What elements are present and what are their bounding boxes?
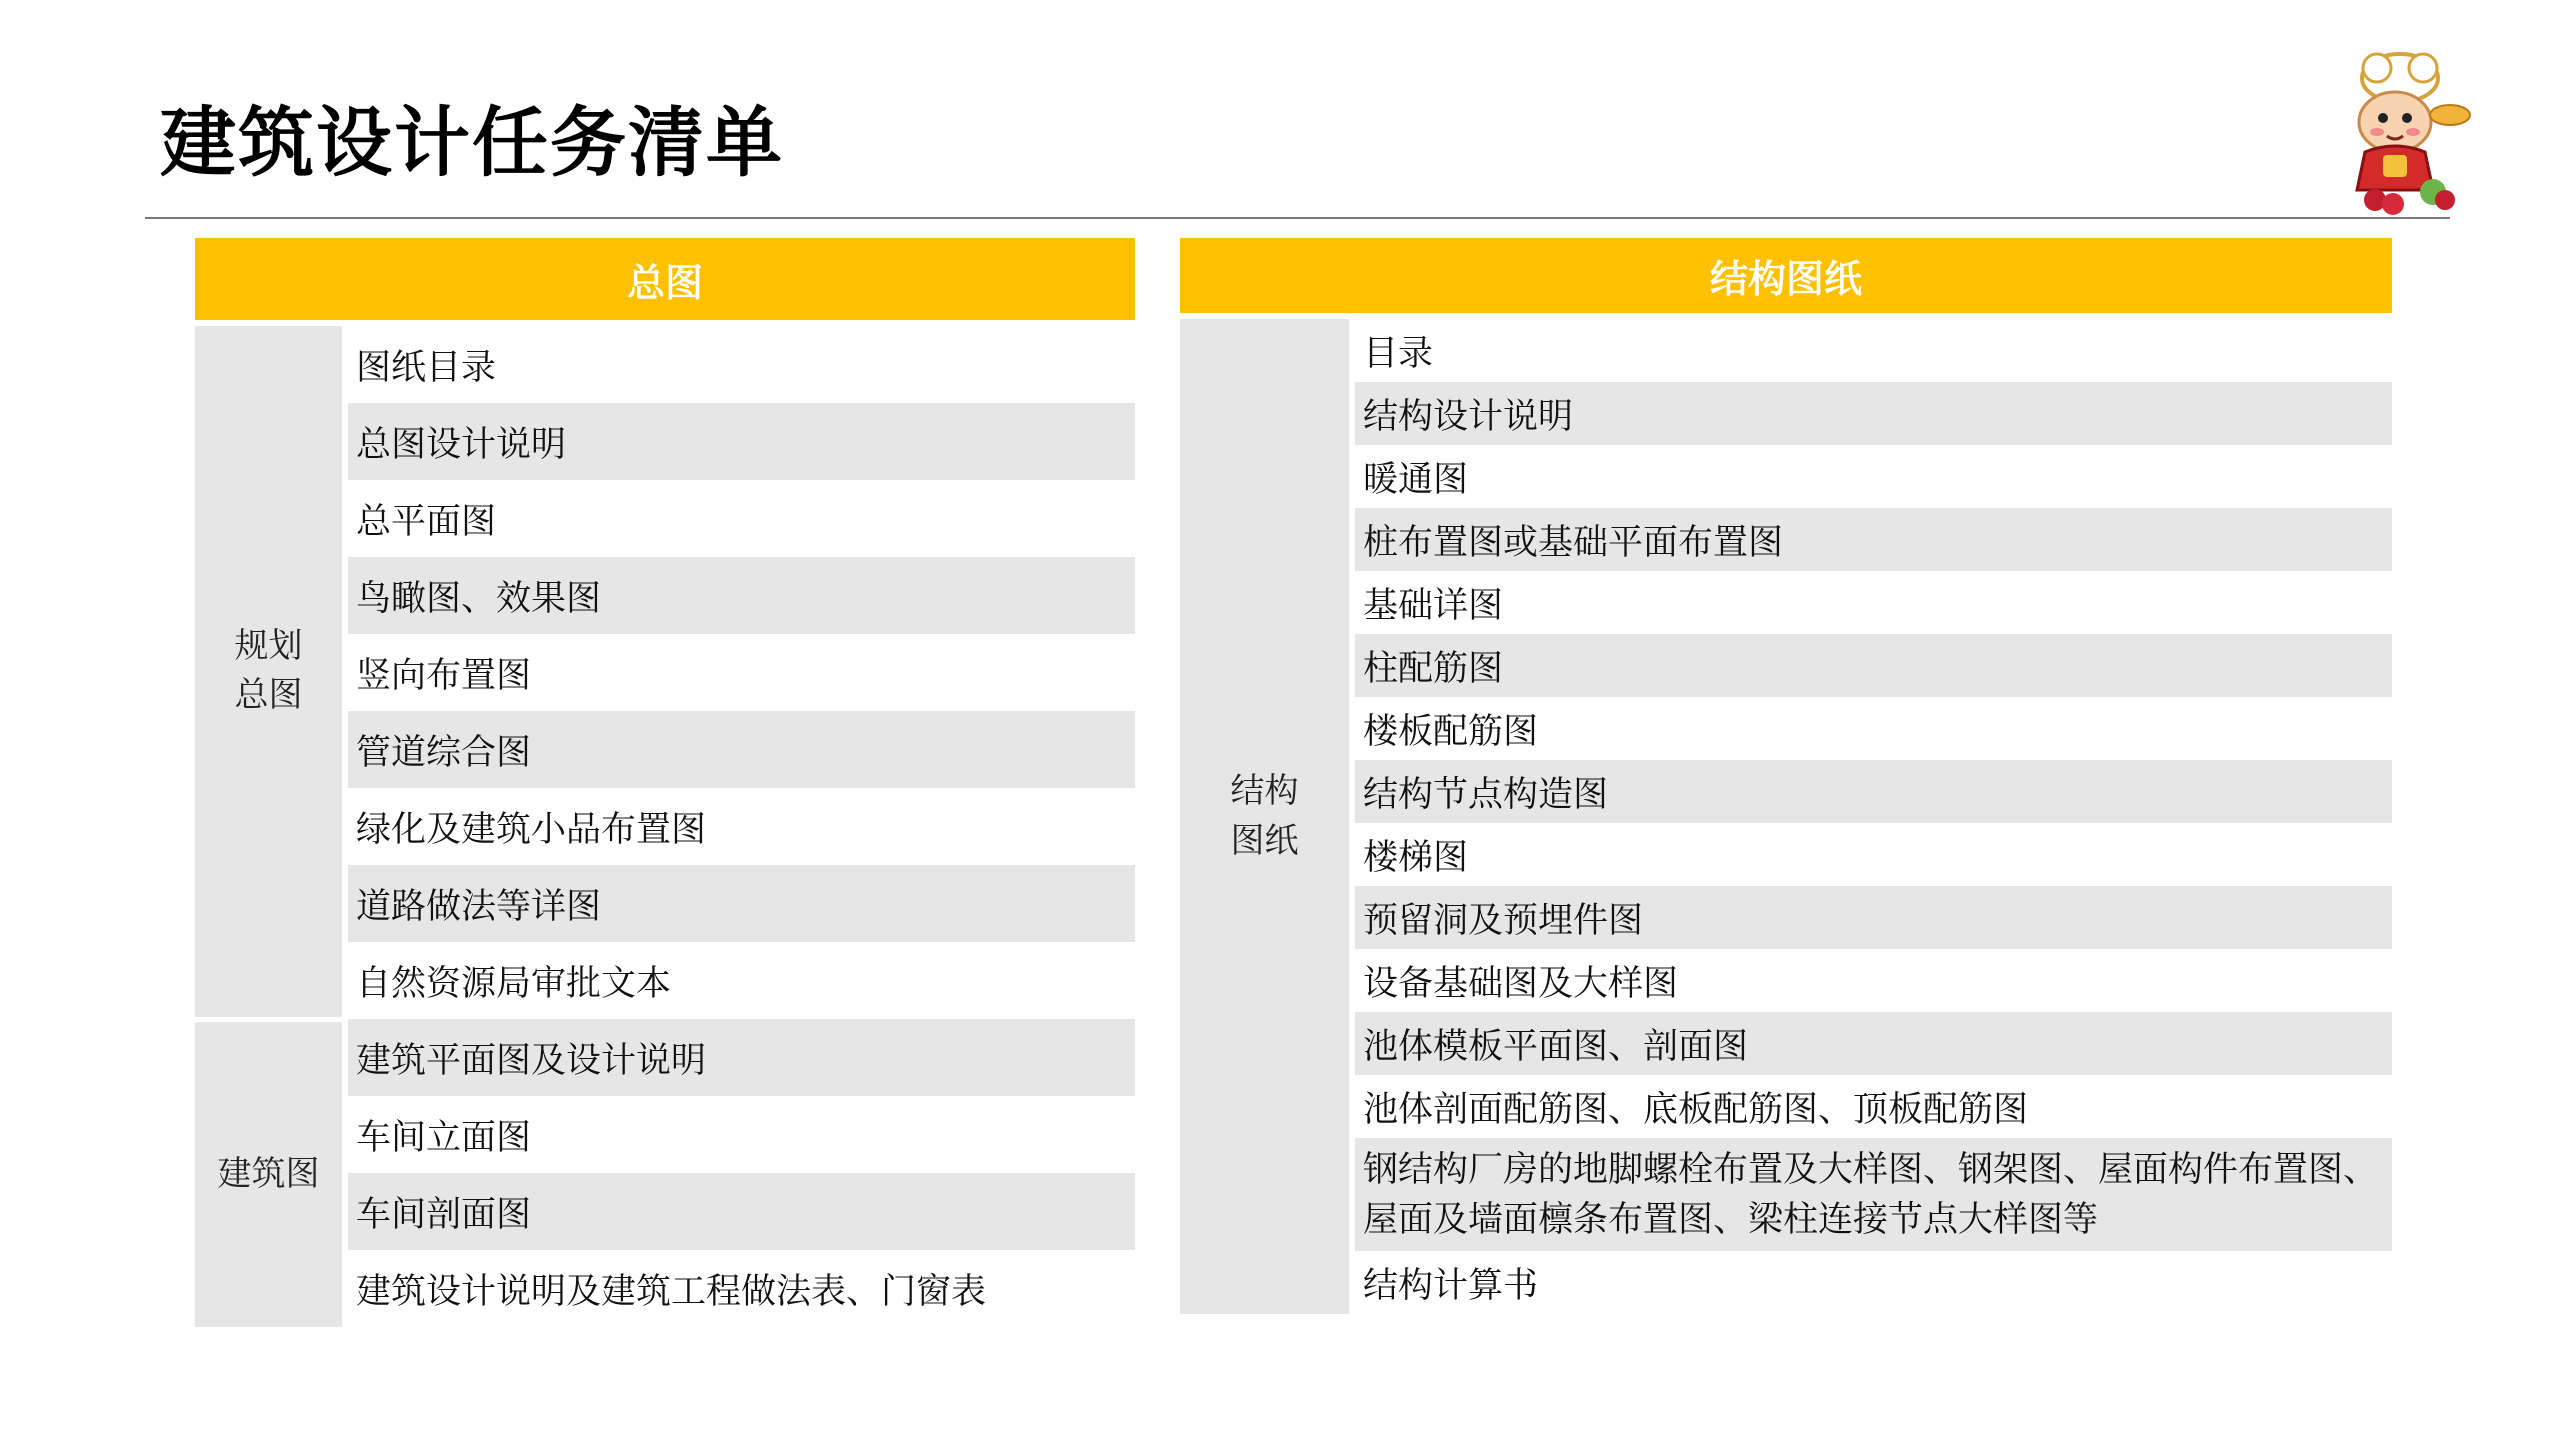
- table-row: [1180, 1138, 2392, 1251]
- title-divider: [145, 217, 2450, 219]
- table-row: [1180, 823, 2392, 886]
- table-row: [1180, 1075, 2392, 1138]
- list-item: 楼板配筋图: [1363, 711, 1539, 752]
- list-item: 车间剖面图: [345, 1173, 1135, 1250]
- group-label-line: 规划: [234, 625, 303, 666]
- table-row: [1180, 445, 2392, 508]
- table-row: [1180, 571, 2392, 634]
- list-item: 结构设计说明: [1352, 382, 2392, 445]
- list-item: 车间立面图: [356, 1117, 532, 1158]
- list-item: 基础详图: [1363, 585, 1504, 626]
- list-item: 图纸目录: [356, 347, 497, 388]
- group-label: [195, 323, 345, 1019]
- list-item: 管道综合图: [345, 711, 1135, 788]
- list-item: 钢结构厂房的地脚螺栓布置及大样图、钢架图、屋面构件布置图、屋面及墙面檩条布置图、梁柱连接节点大样图等: [1352, 1138, 2392, 1251]
- list-item: 池体剖面配筋图、底板配筋图、顶板配筋图: [1363, 1089, 2029, 1130]
- list-item: 预留洞及预埋件图: [1352, 886, 2392, 949]
- list-item: 结构计算书: [1363, 1265, 1539, 1306]
- list-item: 建筑设计说明及建筑工程做法表、门窗表: [356, 1271, 987, 1312]
- list-item: 暖通图: [1363, 459, 1469, 500]
- table-row: [1180, 1251, 2392, 1314]
- general-drawings-table: [195, 238, 1135, 1327]
- list-item: 设备基础图及大样图: [1363, 963, 1679, 1004]
- chef-mascot-icon: [2325, 40, 2475, 215]
- list-item: 总平面图: [356, 501, 497, 542]
- table-header: 总图: [195, 238, 1135, 323]
- list-item: 桩布置图或基础平面布置图: [1352, 508, 2392, 571]
- table-row: [1180, 886, 2392, 949]
- page-title: 建筑设计任务清单: [160, 98, 784, 187]
- list-item: 池体模板平面图、剖面图: [1352, 1012, 2392, 1075]
- table-row: [1180, 508, 2392, 571]
- table-row: [1180, 316, 2392, 382]
- group-label: [1180, 316, 1352, 1314]
- list-item: 鸟瞰图、效果图: [345, 557, 1135, 634]
- group-label: [195, 1019, 345, 1327]
- list-item: 建筑平面图及设计说明: [345, 1019, 1135, 1096]
- group-label-line: 总图: [234, 675, 303, 716]
- list-item: 结构节点构造图: [1352, 760, 2392, 823]
- table-row: [1180, 1012, 2392, 1075]
- list-item: 自然资源局审批文本: [356, 963, 672, 1004]
- table-row: [1180, 382, 2392, 445]
- list-item: 竖向布置图: [356, 655, 532, 696]
- group-label-line: 建筑图: [217, 1153, 320, 1194]
- list-item: 楼梯图: [1363, 837, 1469, 878]
- list-item: 目录: [1363, 333, 1434, 374]
- table-row: [195, 323, 1135, 403]
- structural-drawings-table: [1180, 238, 2392, 1314]
- table-row: [1180, 697, 2392, 760]
- table-row: [1180, 634, 2392, 697]
- table-row: [1180, 949, 2392, 1012]
- list-item: 道路做法等详图: [345, 865, 1135, 942]
- table-row: [195, 1019, 1135, 1096]
- list-item: 柱配筋图: [1352, 634, 2392, 697]
- group-label-line: 结构: [1230, 771, 1299, 812]
- group-label-line: 图纸: [1230, 820, 1299, 861]
- list-item: 总图设计说明: [345, 403, 1135, 480]
- list-item: 绿化及建筑小品布置图: [356, 809, 707, 850]
- table-row: [1180, 760, 2392, 823]
- table-header: 结构图纸: [1180, 238, 2392, 316]
